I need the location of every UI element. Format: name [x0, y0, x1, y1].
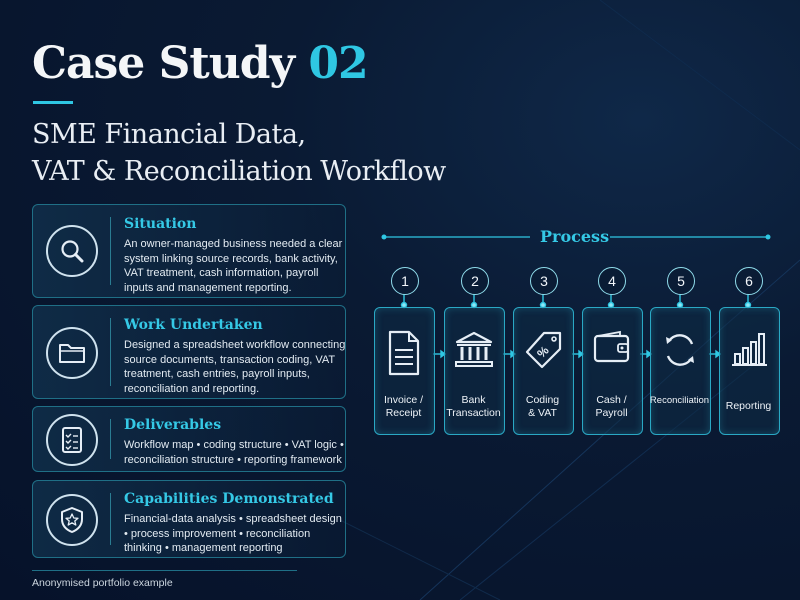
- page-title: Case Study 02: [32, 38, 368, 89]
- tag-percent-icon: [513, 330, 572, 372]
- deliverables-card: [32, 406, 346, 472]
- capabilities-heading: Capabilities Demonstrated: [124, 491, 334, 507]
- situation-heading: Situation: [124, 216, 197, 232]
- step-6-box: [719, 307, 780, 435]
- step-4-label: Cash / Payroll: [595, 394, 628, 419]
- process-title: Process: [540, 227, 610, 246]
- deliverables-text: Workflow map • coding structure • VAT logic • reconciliation structure • reporting framework: [124, 439, 344, 466]
- magnifier-icon: [46, 225, 98, 277]
- step-5-number: 5: [667, 267, 695, 295]
- footer-divider: [32, 570, 297, 571]
- page-subtitle: SME Financial Data, VAT & Reconciliation Workflow: [32, 119, 446, 187]
- step-6-number: 6: [735, 267, 763, 295]
- refresh-icon: [650, 330, 709, 370]
- step-5-box: [650, 307, 711, 435]
- folder-icon: [46, 327, 98, 379]
- situation-card: [32, 204, 346, 298]
- step-6-label: Reporting: [725, 400, 772, 412]
- deliverables-heading: Deliverables: [124, 417, 222, 433]
- bank-icon: [444, 330, 503, 368]
- step-1-number: 1: [391, 267, 419, 295]
- step-3-label: Coding & VAT: [525, 394, 560, 419]
- checklist-icon: [46, 414, 98, 466]
- footnote: Anonymised portfolio example: [32, 577, 173, 589]
- work-undertaken-heading: Work Undertaken: [124, 317, 263, 333]
- work-undertaken-text: Designed a spreadsheet workflow connecting source documents, transaction coding, VAT treatment, cash entries, payroll inputs, reconciliation and reporting.: [124, 339, 346, 395]
- capabilities-card: [32, 480, 346, 558]
- step-5-label: Reconciliation: [649, 395, 710, 406]
- step-3-number: 3: [530, 267, 558, 295]
- title-underline: [33, 101, 73, 104]
- step-2-label: Bank Transaction: [446, 394, 501, 419]
- case-number: 02: [308, 38, 368, 89]
- wallet-icon: [582, 330, 641, 364]
- work-undertaken-card: [32, 305, 346, 399]
- bar-chart-icon: [719, 330, 778, 368]
- shield-star-icon: [46, 494, 98, 546]
- step-1-label: Invoice / Receipt: [383, 394, 424, 419]
- situation-text: An owner-managed business needed a clear system linking source records, bank activity, VAT treatment, cash information, payroll inputs and management reporting.: [124, 238, 343, 294]
- step-4-number: 4: [598, 267, 626, 295]
- document-icon: [374, 330, 433, 376]
- step-2-number: 2: [461, 267, 489, 295]
- capabilities-text: Financial-data analysis • spreadsheet design • process improvement • reconciliation thinking • management reporting: [124, 513, 342, 554]
- svg-text:%: %: [533, 343, 552, 361]
